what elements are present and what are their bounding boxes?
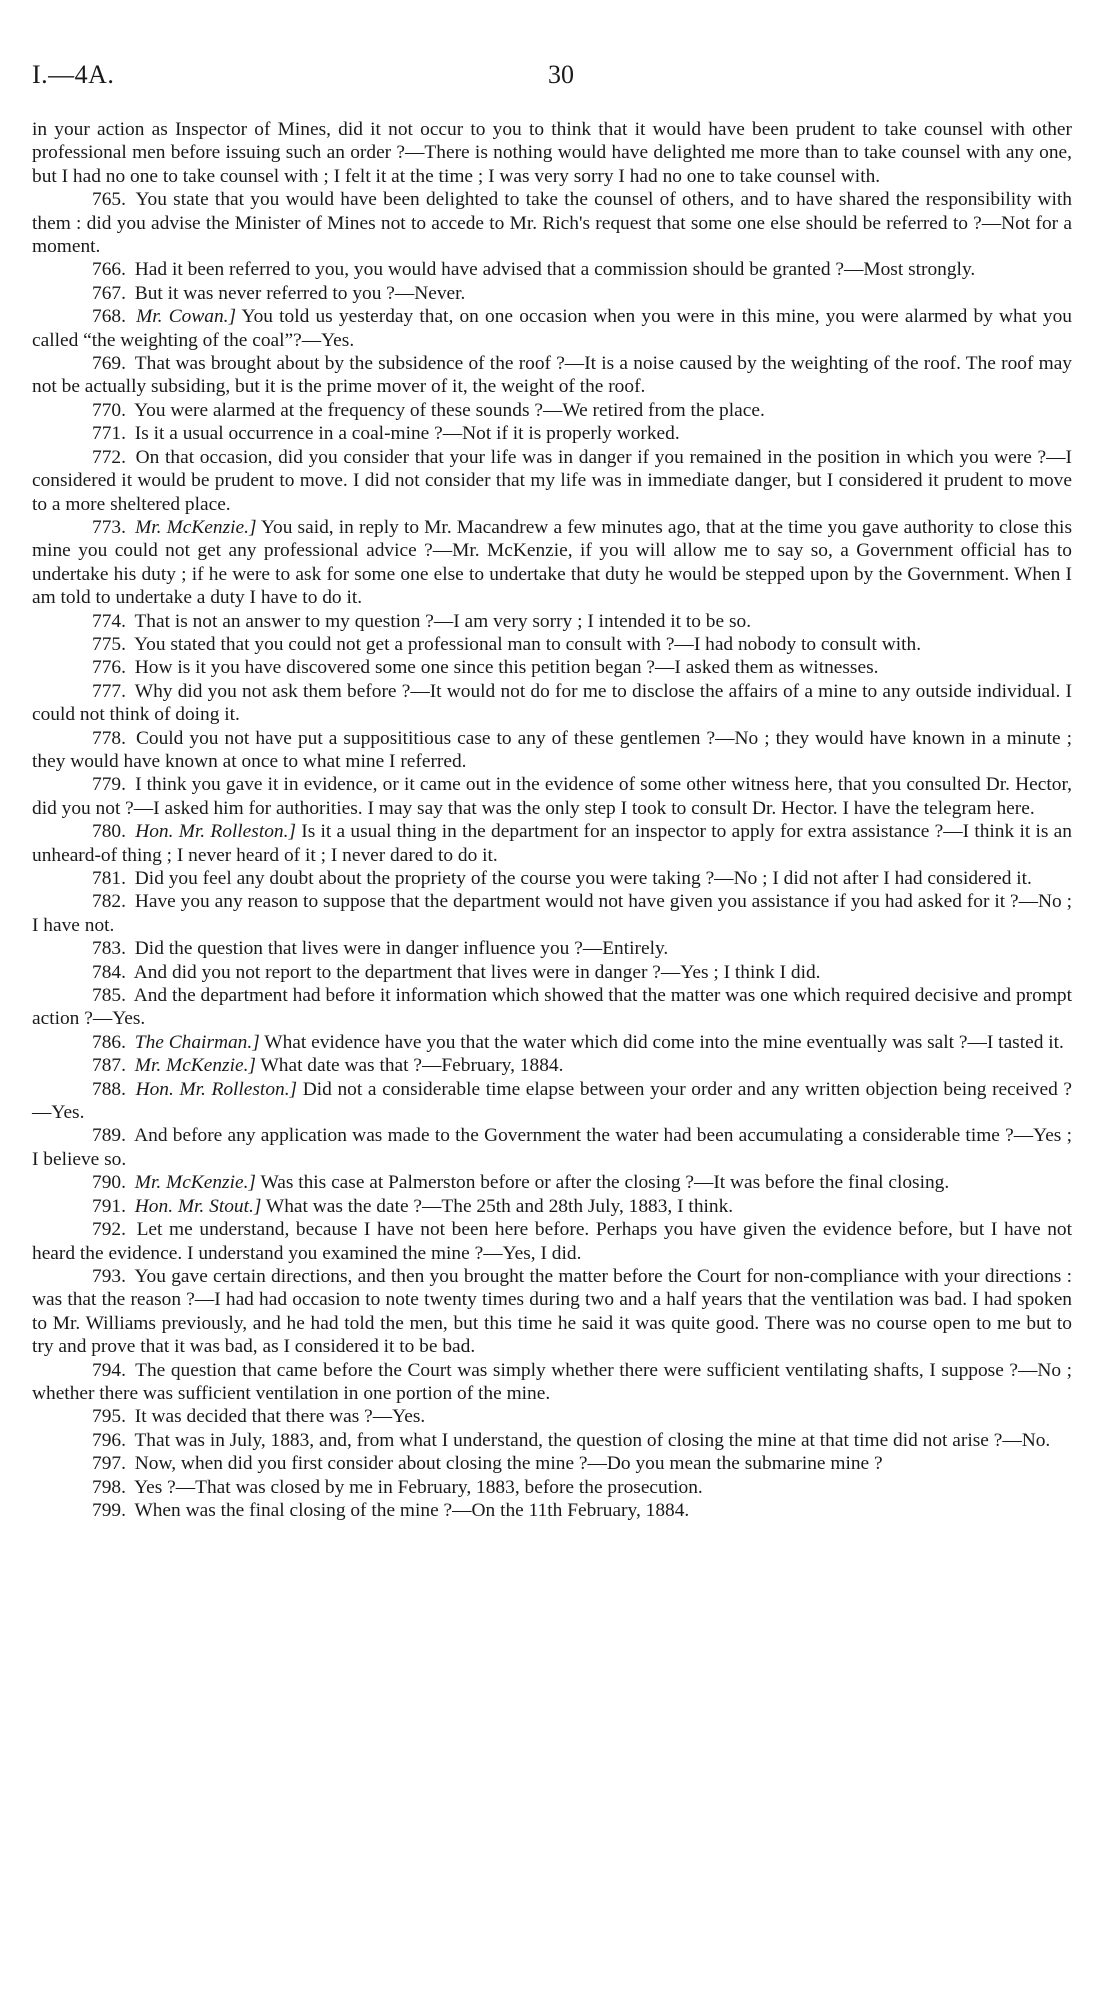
paragraph-text: Let me understand, because I have not been here before. Perhaps you have given the evidence before, but I have not heard the evidence. I understand you examined the mine ?—Yes, I did. xyxy=(32,1219,1072,1264)
paragraph xyxy=(32,1218,1072,1265)
paragraph-text: You state that you would have been delighted to take the counsel of others, and to have shared the responsibility with them : did you advise the Minister of Mines not to accede to Mr. Rich's request that some one else should be referred to ?—Not for a moment. xyxy=(32,189,1072,258)
paragraph-text: Why did you not ask them before ?—It would not do for me to disclose the affairs of a mine to any outside individual. I could not think of doing it. xyxy=(32,680,1072,726)
question-number: 780. xyxy=(92,821,126,843)
paragraph-text: Have you any reason to suppose that the department would not have given you assistance if you had asked for it ?—No ; I have not. xyxy=(32,891,1072,936)
speaker-name: Mr. Cowan.] xyxy=(136,306,237,328)
question-number: 791. xyxy=(92,1195,126,1217)
paragraph xyxy=(32,1031,1072,1054)
paragraph-text: And before any application was made to the Government the water had been accumulating a considerable time ?—Yes ; I believe so. xyxy=(32,1125,1072,1170)
paragraph xyxy=(32,1499,1072,1522)
paragraph xyxy=(32,610,1072,633)
paragraph xyxy=(32,258,1072,281)
question-number: 766. xyxy=(92,259,126,281)
paragraph-text: Yes ?—That was closed by me in February, 1883, before the prosecution. xyxy=(134,1476,703,1498)
speaker-name: Hon. Mr. Stout.] xyxy=(134,1195,262,1217)
question-number: 774. xyxy=(92,610,126,632)
paragraph-text: And the department had before it information which showed that the matter was one which required decisive and prompt action ?—Yes. xyxy=(32,985,1072,1030)
paragraph-text: What date was that ?—February, 1884. xyxy=(260,1055,564,1077)
paragraph xyxy=(32,937,1072,960)
paragraph xyxy=(32,118,1072,188)
paragraph-text: Did the question that lives were in danger influence you ?—Entirely. xyxy=(134,938,669,960)
paragraph xyxy=(32,1265,1072,1359)
paragraph xyxy=(32,1078,1072,1125)
paragraph xyxy=(32,188,1072,258)
page-number: 30 xyxy=(548,60,574,89)
question-number: 768. xyxy=(92,306,126,328)
paragraph xyxy=(32,1359,1072,1406)
speaker-name: The Chairman.] xyxy=(134,1031,260,1053)
question-number: 789. xyxy=(92,1125,126,1147)
paragraph xyxy=(32,633,1072,656)
paragraph xyxy=(32,1452,1072,1475)
paragraph-text: But it was never referred to you ?—Never. xyxy=(134,282,466,304)
paragraph xyxy=(32,282,1072,305)
question-number: 788. xyxy=(92,1078,126,1100)
paragraph-text: How is it you have discovered some one since this petition began ?—I asked them as witnesses. xyxy=(134,657,879,679)
question-number: 772. xyxy=(92,446,126,468)
question-number: 781. xyxy=(92,868,126,889)
paragraph-text: The question that came before the Court was simply whether there were sufficient ventilating shafts, I suppose ?—No ; whether there was sufficient ventilation in one portion of the mine. xyxy=(32,1359,1072,1404)
paragraph xyxy=(32,446,1072,516)
question-number: 797. xyxy=(92,1453,126,1475)
paragraph xyxy=(32,352,1072,399)
question-number: 799. xyxy=(92,1499,126,1521)
paragraph-text: What was the date ?—The 25th and 28th July, 1883, I think. xyxy=(265,1195,734,1217)
paragraph-text: You told us yesterday that, on one occasion when you were in this mine, you were alarmed by what you called “the weighting of the coal”?—Yes. xyxy=(32,306,1072,351)
question-number: 783. xyxy=(92,938,126,960)
speaker-name: Mr. McKenzie.] xyxy=(134,1055,256,1077)
question-number: 776. xyxy=(92,657,126,679)
paragraph xyxy=(32,820,1072,867)
paragraph-text: Could you not have put a supposititious case to any of these gentlemen ?—No ; they would have known in a minute ; they would have known at once to what mine I referred. xyxy=(32,727,1072,772)
question-number: 767. xyxy=(92,282,126,304)
paragraph-text: You gave certain directions, and then you brought the matter before the Court for non-compliance with your directions : was that the reason ?—I had had occasion to note twenty times during two and a half years that the ventilation was bad. I had spoken to Mr. Williams previously, and he had told the men, but this time he said it was quite good. There was no course open to me but to try and prove that it was bad, as I considered it to be bad. xyxy=(32,1265,1072,1358)
paragraph-text: When was the final closing of the mine ?—On the 11th February, 1884. xyxy=(134,1499,690,1521)
paragraph xyxy=(32,1476,1072,1499)
paragraph xyxy=(32,656,1072,679)
paragraph-text: in your action as Inspector of Mines, did it not occur to you to think that it would have been prudent to take counsel with other professional men before issuing such an order ?—There is nothing would have delighted me more than to take counsel with any one, but I had no one to take counsel with ; I felt it at the time ; I was very sorry I had no one to take counsel with. xyxy=(32,119,1072,187)
question-number: 795. xyxy=(92,1406,126,1428)
paragraph xyxy=(32,1195,1072,1218)
paragraph-text: That was brought about by the subsidence of the roof ?—It is a noise caused by the weighting of the roof. The roof may not be actually subsiding, but it is the prime mover of it, the weight of the roof. xyxy=(32,353,1073,398)
document-page xyxy=(32,60,1072,1522)
paragraph-text: Had it been referred to you, you would have advised that a commission should be granted ?—Most strongly. xyxy=(134,259,976,281)
question-number: 777. xyxy=(92,680,126,702)
paragraph xyxy=(32,773,1072,820)
paragraph-text: Was this case at Palmerston before or after the closing ?—It was before the final closing. xyxy=(260,1172,950,1194)
paragraph-text: That was in July, 1883, and, from what I understand, the question of closing the mine at that time did not arise ?—No. xyxy=(134,1429,1051,1451)
paragraph xyxy=(32,305,1072,352)
question-number: 794. xyxy=(92,1359,126,1381)
paragraph xyxy=(32,422,1072,445)
question-number: 779. xyxy=(92,774,126,796)
paragraph-text: You stated that you could not get a professional man to consult with ?—I had nobody to consult with. xyxy=(134,633,922,655)
question-number: 787. xyxy=(92,1055,126,1077)
paragraph xyxy=(32,1429,1072,1452)
document-body xyxy=(32,118,1072,1522)
paragraph xyxy=(32,399,1072,422)
question-number: 798. xyxy=(92,1476,126,1498)
paragraph-text: I think you gave it in evidence, or it came out in the evidence of some other witness here, that you consulted Dr. Hector, did you not ?—I asked him for authorities. I may say that was the only step I took to consult Dr. Hector. I have the telegram here. xyxy=(32,774,1072,819)
paragraph xyxy=(32,1054,1072,1077)
paragraph-text: You were alarmed at the frequency of these sounds ?—We retired from the place. xyxy=(134,399,765,421)
paragraph-text: Is it a usual occurrence in a coal-mine ?—Not if it is properly worked. xyxy=(134,423,680,445)
paragraph-text: Did not a considerable time elapse between your order and any written objection being received ?—Yes. xyxy=(32,1078,1072,1124)
page-header xyxy=(32,60,1072,100)
paragraph xyxy=(32,516,1072,610)
speaker-name: Hon. Mr. Rolleston.] xyxy=(135,821,296,843)
paragraph-text: You said, in reply to Mr. Macandrew a few minutes ago, that at the time you gave authority to close this mine you could not get any professional advice ?—Mr. McKenzie, if you will allow me to say so, a Government official has to undertake his duty ; if he were to ask for some one else to undertake that duty he would be stepped upon by the Government. When I am told to undertake a duty I have to do it. xyxy=(32,516,1072,609)
paragraph-text: Did you feel any doubt about the propriety of the course you were taking ?—No ; I did not after I had considered it. xyxy=(134,868,1032,889)
paragraph xyxy=(32,890,1072,937)
paragraph-text: What evidence have you that the water which did come into the mine eventually was salt ?—I tasted it. xyxy=(264,1031,1064,1053)
paragraph-text: On that occasion, did you consider that your life was in danger if you remained in the position in which you were ?—I considered it would be prudent to move. I did not consider that my life was in immediate danger, but I considered it prudent to move to a more sheltered place. xyxy=(32,446,1072,515)
paragraph xyxy=(32,1171,1072,1194)
paragraph-text: That is not an answer to my question ?—I am very sorry ; I intended it to be so. xyxy=(134,610,752,632)
question-number: 790. xyxy=(92,1172,126,1194)
paragraph-text: Is it a usual thing in the department for an inspector to apply for extra assistance ?—I think it is an unheard-of thing ; I never heard of it ; I never dared to do it. xyxy=(32,821,1072,866)
paragraph xyxy=(32,984,1072,1031)
paragraph-text: Now, when did you first consider about closing the mine ?—Do you mean the submarine mine ? xyxy=(134,1453,883,1475)
question-number: 786. xyxy=(92,1031,126,1053)
question-number: 793. xyxy=(92,1265,126,1287)
document-reference: I.—4A. xyxy=(32,60,115,89)
paragraph xyxy=(32,727,1072,774)
paragraph-text: And did you not report to the department that lives were in danger ?—Yes ; I think I did. xyxy=(133,961,821,983)
paragraph xyxy=(32,1124,1072,1171)
question-number: 792. xyxy=(92,1219,126,1241)
speaker-name: Mr. McKenzie.] xyxy=(135,516,257,538)
question-number: 770. xyxy=(92,399,126,421)
paragraph xyxy=(32,1405,1072,1428)
question-number: 796. xyxy=(92,1429,126,1451)
paragraph-text: It was decided that there was ?—Yes. xyxy=(134,1406,426,1428)
question-number: 784. xyxy=(92,961,126,983)
paragraph xyxy=(32,961,1072,984)
question-number: 765. xyxy=(92,189,126,211)
paragraph xyxy=(32,680,1072,727)
question-number: 778. xyxy=(92,727,126,749)
question-number: 769. xyxy=(92,353,126,375)
question-number: 775. xyxy=(92,633,126,655)
question-number: 773. xyxy=(92,516,126,538)
question-number: 782. xyxy=(92,891,126,913)
question-number: 785. xyxy=(92,985,126,1007)
speaker-name: Hon. Mr. Rolleston.] xyxy=(135,1078,298,1100)
paragraph xyxy=(32,867,1072,890)
speaker-name: Mr. McKenzie.] xyxy=(134,1172,256,1194)
question-number: 771. xyxy=(92,423,126,445)
